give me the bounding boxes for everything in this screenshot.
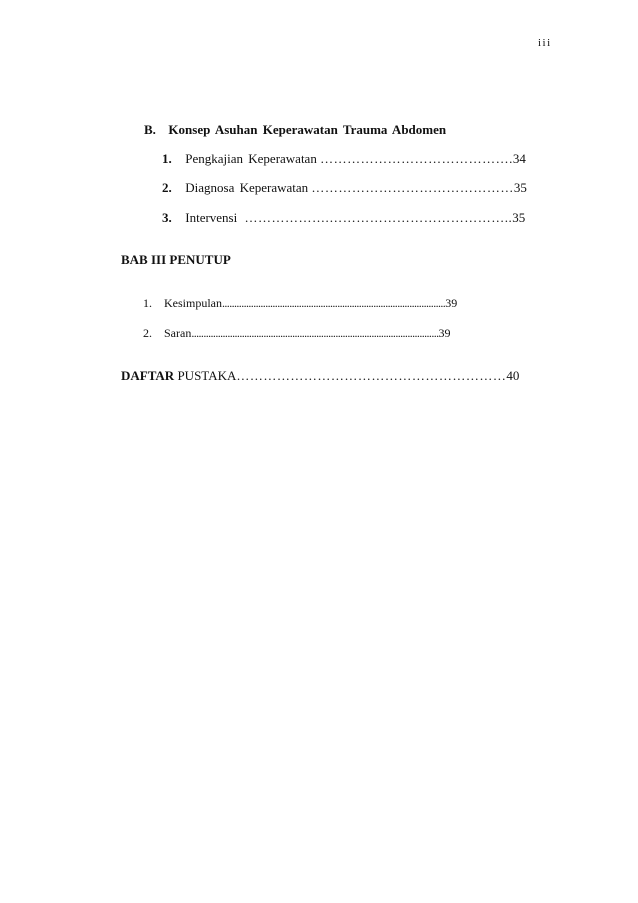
item-page: 35 <box>512 210 526 225</box>
item-label: Intervensi <box>185 210 238 225</box>
item-label: Kesimpulan <box>164 296 222 310</box>
dot-leader: …………………………………………………… <box>236 368 507 383</box>
toc-bab3-heading: BAB III PENUTUP <box>121 252 231 267</box>
dot-leader: ............................................................................................. <box>222 296 446 310</box>
daftar-label-rest: PUSTAKA <box>177 368 237 383</box>
item-label: Saran <box>164 326 192 340</box>
section-b-title: Konsep Asuhan Keperawatan Trauma Abdomen <box>168 122 447 137</box>
toc-item-pengkajian <box>162 151 526 167</box>
item-page: 34 <box>512 151 526 166</box>
item-page: 39 <box>438 326 451 340</box>
toc-item-intervensi <box>162 210 526 226</box>
toc-item-saran <box>143 325 513 341</box>
toc-daftar-pustaka <box>121 368 521 384</box>
item-number: 1. <box>162 151 172 166</box>
item-number: 2. <box>162 180 172 195</box>
daftar-label-bold: DAFTAR <box>121 368 175 383</box>
dot-leader: ……………………………………. <box>320 151 513 166</box>
item-number: 2. <box>143 326 152 340</box>
toc-item-diagnosa <box>162 180 527 196</box>
item-page: 40 <box>506 368 520 383</box>
dot-leader: ……………………………………… <box>311 180 514 195</box>
dot-leader: ……………….………………………………….. <box>244 210 513 225</box>
item-page: 35 <box>513 180 527 195</box>
dot-leader: ....................................................................................................... <box>191 326 439 340</box>
page-number: iii <box>538 37 552 49</box>
item-number: 1. <box>143 296 152 310</box>
section-b-marker: B. <box>144 122 156 137</box>
toc-section-b <box>144 122 447 138</box>
item-page: 39 <box>445 296 458 310</box>
item-label: Pengkajian Keperawatan <box>185 151 317 166</box>
item-number: 3. <box>162 210 172 225</box>
item-label: Diagnosa Keperawatan <box>185 180 309 195</box>
toc-item-kesimpulan <box>143 295 513 311</box>
